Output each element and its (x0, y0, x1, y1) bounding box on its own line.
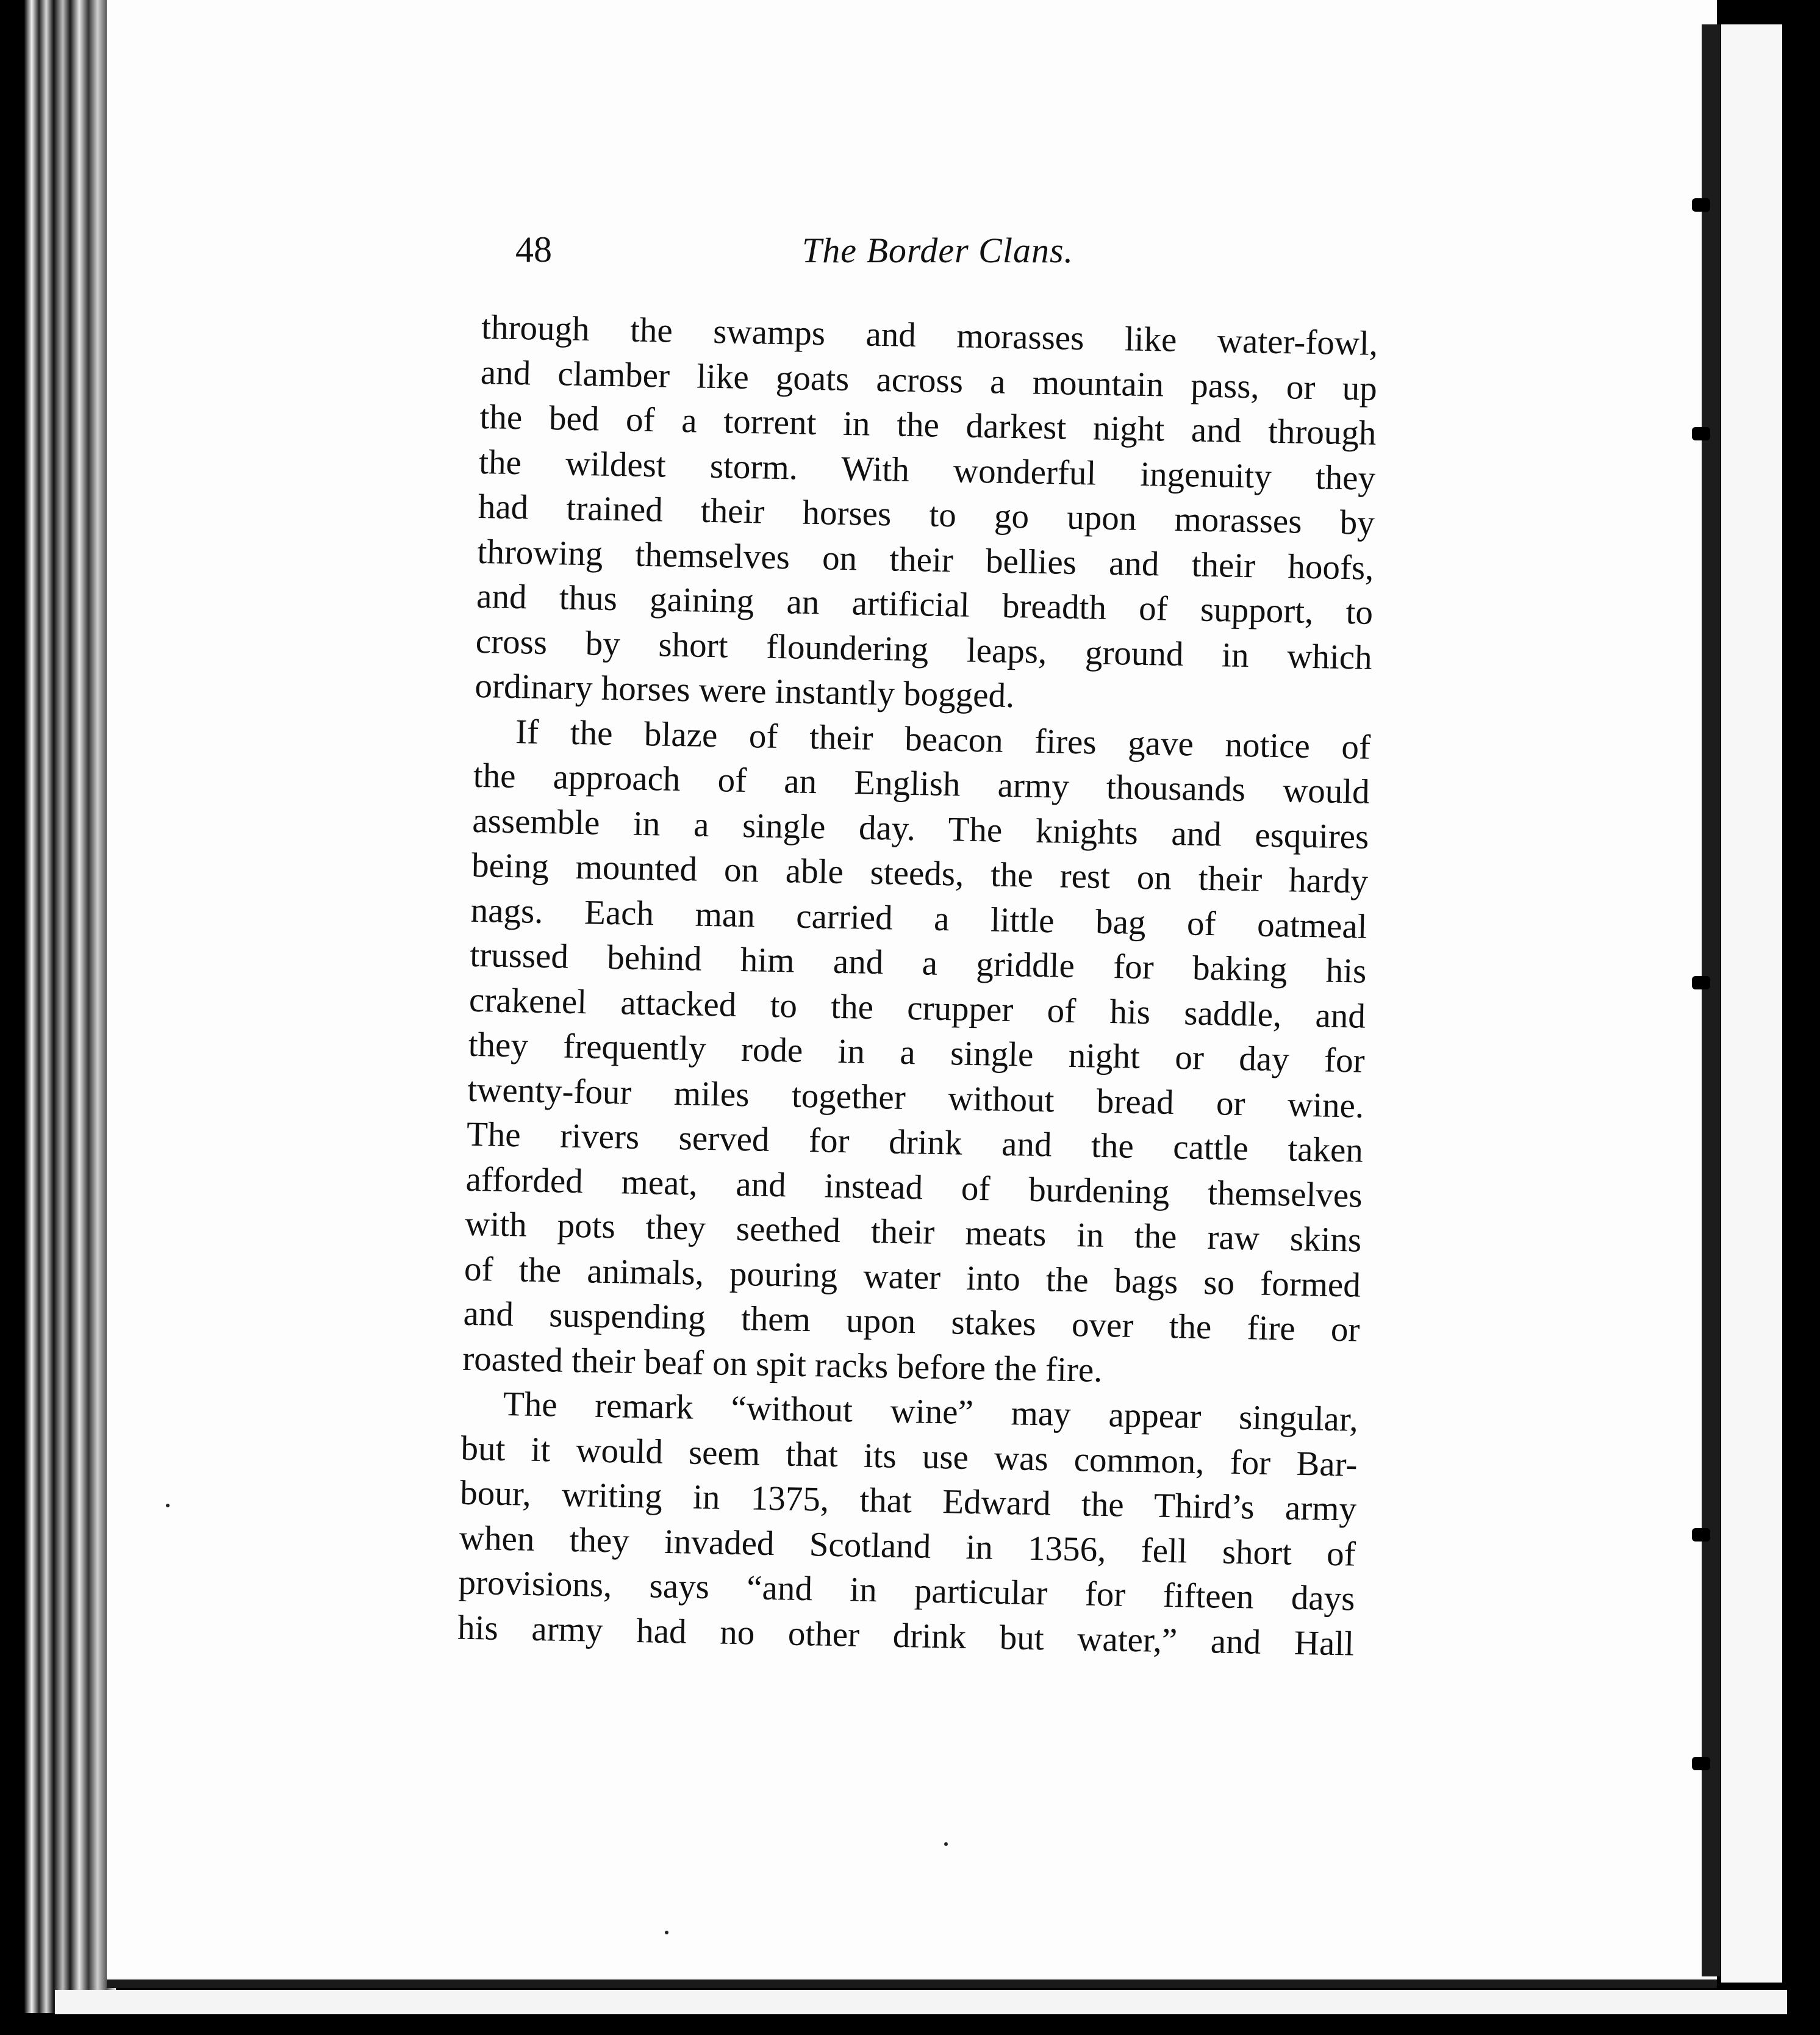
paragraph-1 (475, 305, 1378, 725)
running-head-title: The Border Clans. (802, 231, 1074, 270)
text-line: afforded meat, and instead of burdening themselves (465, 1160, 1363, 1215)
dust-speck (166, 1504, 170, 1507)
page-header (515, 229, 1400, 284)
text-line: when they invaded Scotland in 1356, fell short of (459, 1518, 1356, 1574)
text-line: being mounted on able steeds, the rest on their hardy (471, 845, 1369, 901)
edge-mark (1692, 198, 1710, 212)
text-line: ordinary horses were instantly bogged. (474, 666, 1015, 716)
edge-mark (1692, 1757, 1710, 1770)
text-line: The rivers served for drink and the cattle taken (466, 1114, 1364, 1170)
text-line: they frequently rode in a single night or day for (468, 1025, 1366, 1080)
edge-mark (1692, 976, 1710, 989)
text-line: had trained their horses to go upon morasses by (478, 487, 1375, 542)
paragraph-2 (462, 708, 1371, 1397)
text-line: but it would seem that its use was common, for Bar- (460, 1429, 1358, 1484)
text-line: provisions, says “and in particular for fifteen days (458, 1563, 1355, 1618)
text-line: and clamber like goats across a mountain pass, or up (480, 353, 1378, 408)
text-line: through the swamps and morasses like water-fowl, (481, 307, 1378, 363)
text-line: If the blaze of their beacon fires gave notice of (515, 712, 1371, 767)
edge-mark (1692, 427, 1710, 440)
text-line: throwing themselves on their bellies and their hoofs, (477, 532, 1374, 587)
text-line: the wildest storm. With wonderful ingenuity they (478, 442, 1376, 498)
text-line: and suspending them upon stakes over the fire or (463, 1294, 1361, 1349)
text-line: the approach of an English army thousands would (473, 756, 1370, 811)
text-line: the bed of a torrent in the darkest night and through (479, 397, 1377, 453)
next-page-edge (1721, 24, 1782, 1983)
page-number: 48 (515, 229, 552, 270)
edge-mark (1692, 1528, 1710, 1542)
paragraph-3 (457, 1381, 1359, 1667)
text-line: twenty-four miles together without bread or wine. (467, 1070, 1364, 1125)
text-line: crakenel attacked to the crupper of his saddle, and (468, 980, 1366, 1036)
text-line: The remark “without wine” may appear singular, (503, 1384, 1359, 1439)
text-line: cross by short floundering leaps, ground in which (475, 622, 1373, 677)
text-line: trussed behind him and a griddle for baking his (469, 935, 1367, 991)
text-line: roasted their beaf on spit racks before the fire. (462, 1339, 1103, 1390)
body-text (457, 305, 1378, 1667)
book-binding-edge (24, 0, 116, 2013)
text-line: nags. Each man carried a little bag of oatmeal (470, 891, 1368, 946)
text-line: bour, writing in 1375, that Edward the Third’s army (459, 1473, 1357, 1529)
dust-speck (944, 1842, 948, 1846)
bottom-page-edge (55, 1990, 1787, 2014)
text-line: of the animals, pouring water into the bags so formed (464, 1249, 1361, 1305)
text-line: and thus gaining an artificial breadth of support, to (476, 576, 1374, 632)
text-line: assemble in a single day. The knights and esquires (471, 801, 1369, 856)
text-line: with pots they seethed their meats in the raw skins (464, 1204, 1362, 1260)
text-line: his army had no other drink but water,” and Hall (457, 1608, 1355, 1664)
dust-speck (665, 1931, 668, 1934)
page-gutter-shadow (1702, 24, 1720, 1976)
